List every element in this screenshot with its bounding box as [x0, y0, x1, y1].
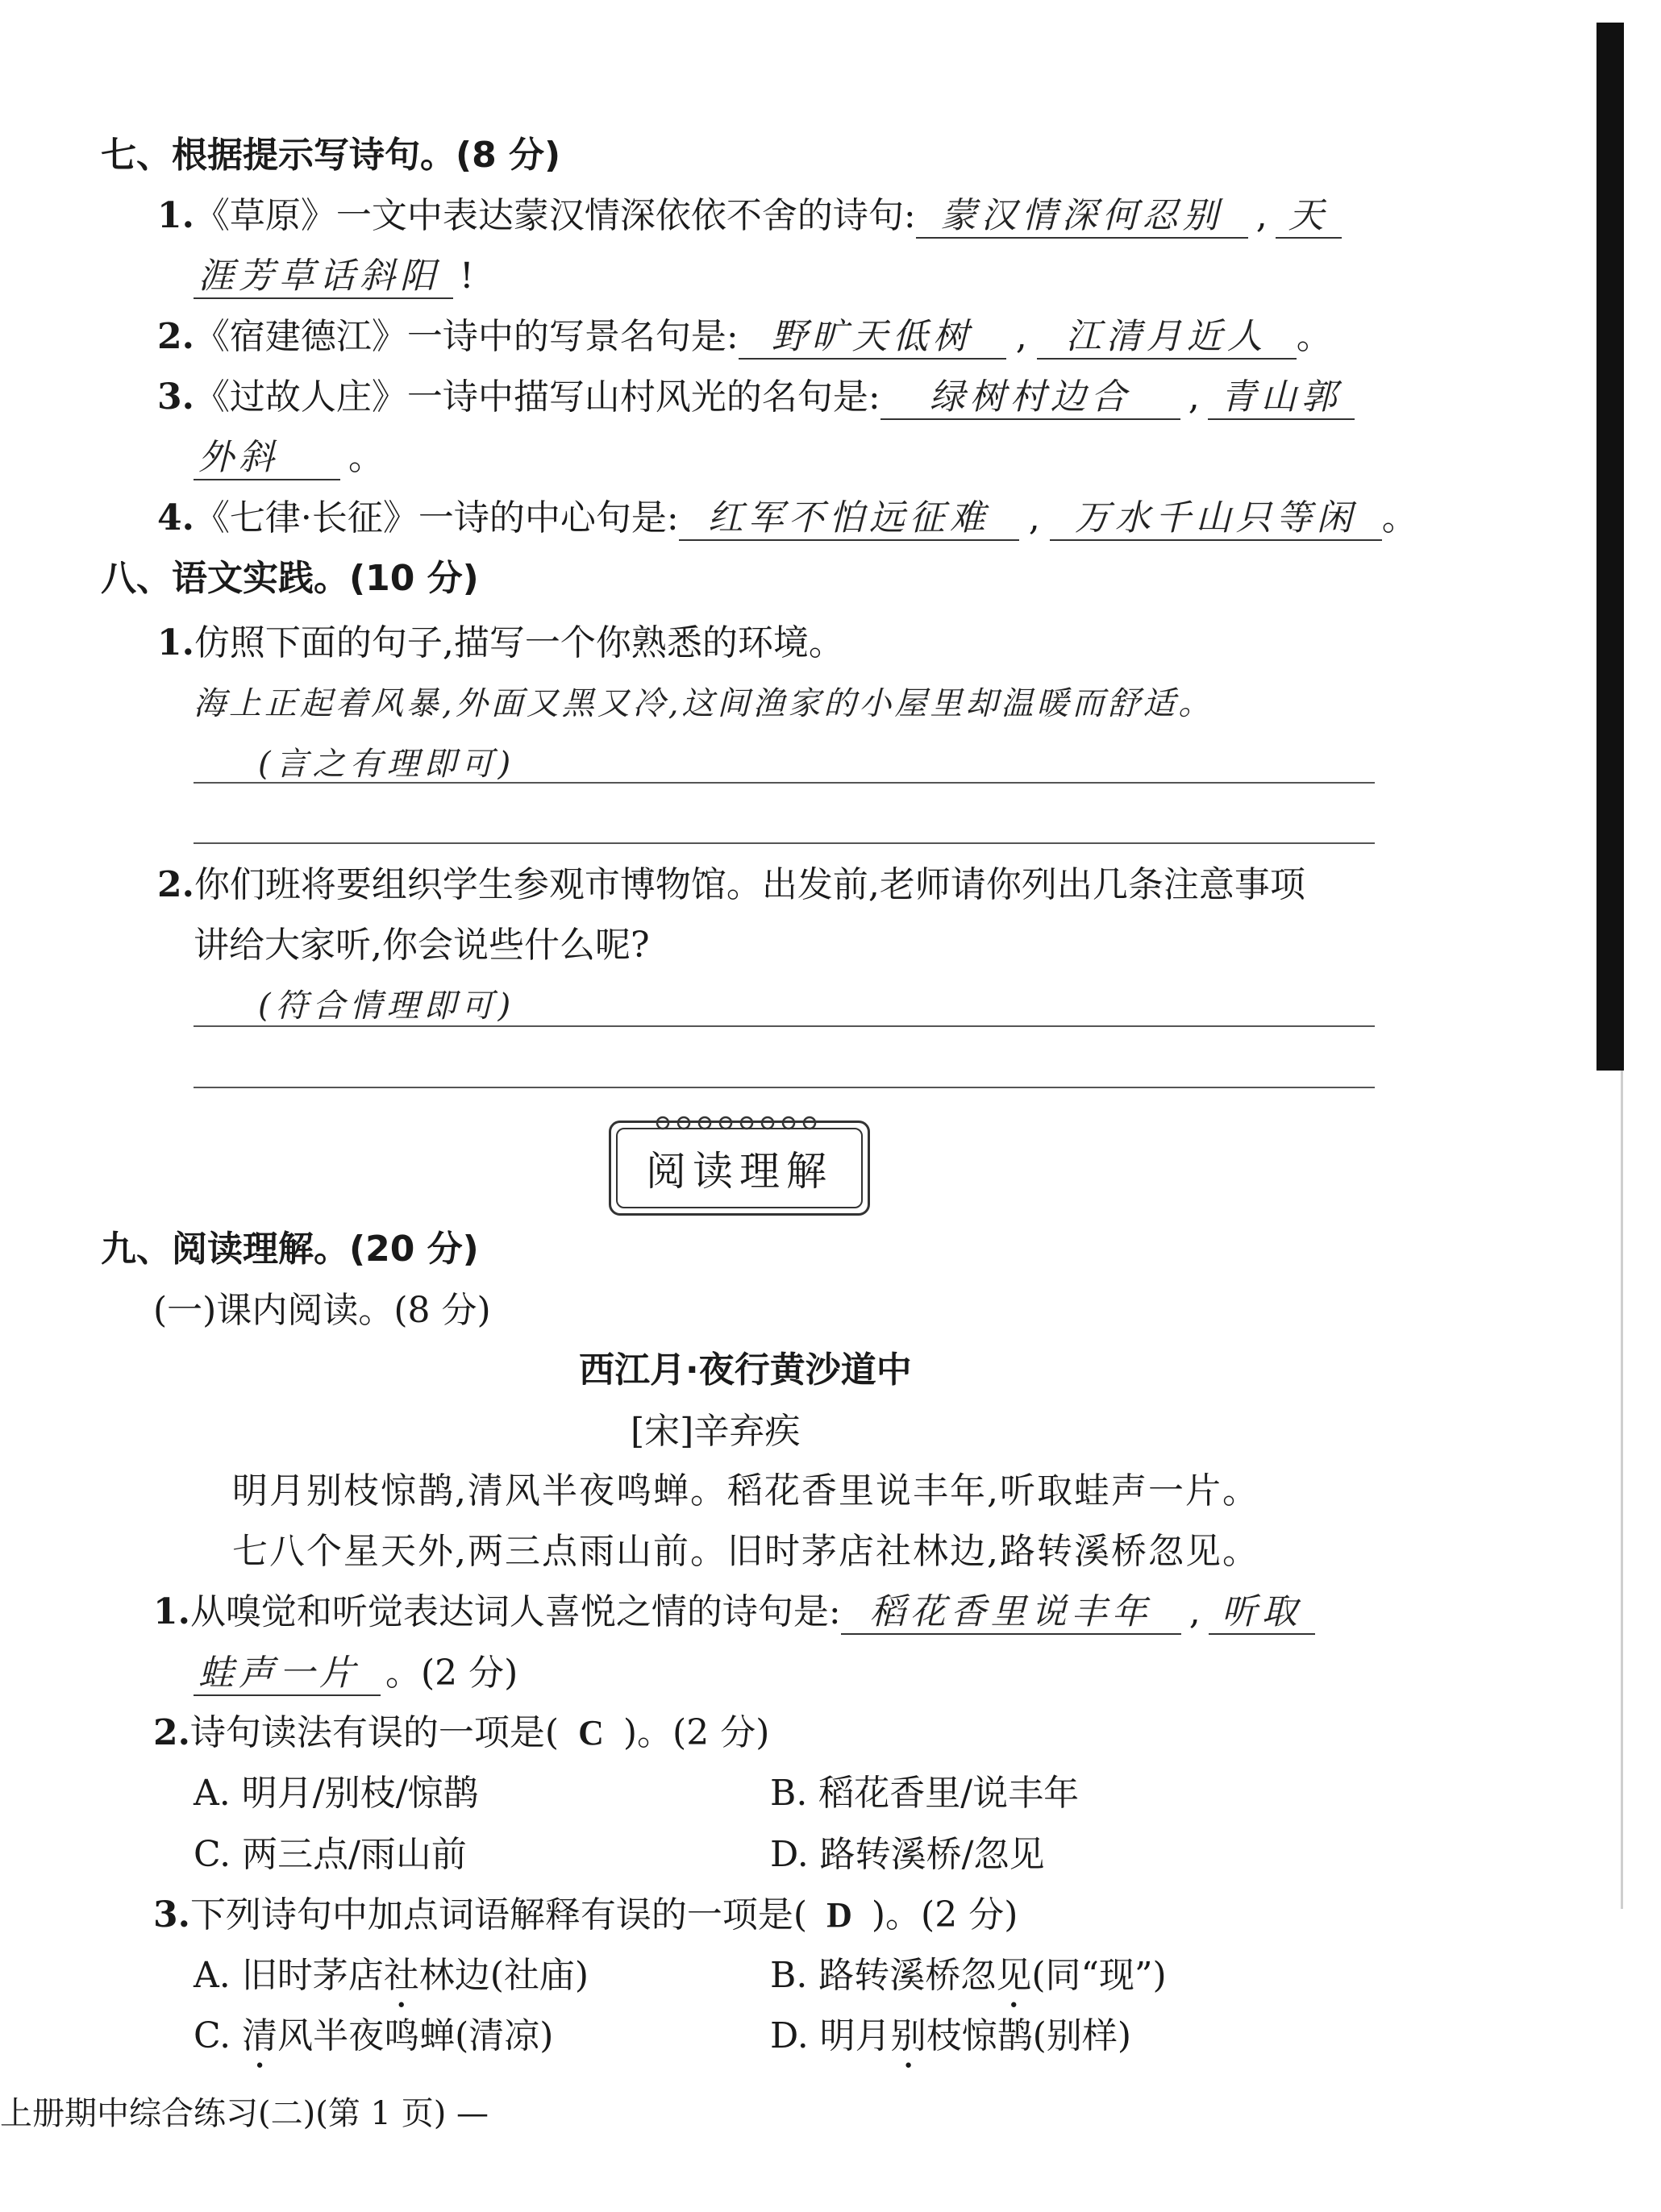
q-number: 1. — [157, 195, 194, 236]
q-number: 3. — [153, 1894, 190, 1936]
answer-line — [194, 1025, 1375, 1027]
option-text: (同“现”) — [1031, 1955, 1167, 1996]
option-text: B. 路转溪桥忽 — [770, 1955, 997, 1996]
answer-line — [194, 782, 1375, 784]
q-score: )。(2 分) — [622, 1712, 770, 1753]
q-text: 《七律·长征》一诗的中心句是: — [194, 497, 679, 538]
s9-q2 — [153, 1711, 769, 1756]
section-9-title: 九、阅读理解。(20 分) — [101, 1229, 479, 1270]
option-text: C. — [194, 2015, 243, 2056]
answer-blank: 外斜 — [194, 435, 340, 480]
s7-q4 — [157, 496, 1417, 541]
option-a: A. 明月/别枝/惊鹊 — [194, 1773, 479, 1814]
s9-q3 — [153, 1893, 1018, 1938]
q-number: 3. — [157, 376, 194, 418]
option-text: 林边(社庙) — [418, 1955, 589, 1996]
s8-q2-answer: (符合情理即可) — [258, 988, 516, 1025]
scan-edge-line — [1621, 1071, 1623, 1909]
answer-blank: 涯芳草话斜阳 — [194, 254, 453, 299]
option-text: 枝惊鹊(别样) — [926, 2015, 1132, 2056]
end-mark: 。 — [1296, 316, 1332, 357]
answer-blank: 万水千山只等闲 — [1050, 496, 1382, 541]
section-7-title: 七、根据提示写诗句。(8 分) — [101, 135, 561, 176]
q-text: 《过故人庄》一诗中描写山村风光的名句是: — [194, 376, 880, 418]
answer-blank: 青山郭 — [1208, 375, 1355, 420]
option-b: B. 稻花香里/说丰年 — [770, 1773, 1080, 1814]
poem-line-1: 明月别枝惊鹊,清风半夜鸣蝉。稻花香里说丰年,听取蛙声一片。 — [232, 1470, 1259, 1511]
answer-line — [194, 1087, 1375, 1088]
scan-edge-bar — [1596, 23, 1624, 1071]
end-mark: 。(2 分) — [385, 1653, 518, 1694]
q-number: 1. — [157, 622, 194, 663]
option-b — [770, 1953, 1167, 2016]
end-mark: 。 — [348, 437, 384, 478]
q-text: 从嗅觉和听觉表达词人喜悦之情的诗句是: — [189, 1591, 841, 1632]
dotted-word: 见 — [996, 1955, 1032, 1996]
s7-q2 — [157, 314, 1332, 360]
page-footer: 上册期中综合练习(二)(第 1 页) — — [0, 2095, 489, 2132]
answer-choice: C — [578, 1713, 604, 1753]
answer-blank: 红军不怕远征难 — [679, 496, 1019, 541]
s7-q1 — [157, 193, 1342, 239]
s8-q1 — [157, 621, 844, 666]
poem-line-2: 七八个星天外,两三点雨山前。旧时茅店社林边,路转溪桥忽见。 — [232, 1531, 1259, 1572]
section-8-title: 八、语文实践。(10 分) — [101, 558, 479, 599]
s7-q1-cont — [194, 254, 474, 299]
option-d: D. 路转溪桥/忽见 — [770, 1834, 1045, 1875]
dotted-word: 清 — [242, 2015, 278, 2056]
option-text: A. 旧时茅店 — [194, 1955, 384, 1996]
q-number: 2. — [153, 1712, 190, 1753]
option-c: C. 两三点/雨山前 — [194, 1834, 467, 1875]
option-text: 风半夜鸣蝉(清凉) — [277, 2015, 554, 2056]
answer-blank: 蒙汉情深何忍别 — [916, 193, 1248, 239]
q-score: )。(2 分) — [871, 1894, 1018, 1936]
q-text: 下列诗句中加点词语解释有误的一项是( — [189, 1894, 808, 1936]
q-text: 《宿建德江》一诗中的写景名句是: — [194, 316, 739, 357]
q-text: 你们班将要组织学生参观市博物馆。出发前,老师请你列出几条注意事项 — [194, 864, 1305, 905]
s8-q1-answer: (言之有理即可) — [258, 746, 516, 783]
q-number: 2. — [157, 864, 194, 905]
s9-q1-cont — [194, 1651, 518, 1696]
option-c — [194, 2014, 553, 2077]
option-d — [770, 2014, 1131, 2077]
q-text: 仿照下面的句子,描写一个你熟悉的环境。 — [194, 622, 844, 663]
q-number: 4. — [157, 497, 194, 538]
banner-label: 阅读理解 — [616, 1128, 863, 1208]
poem-title: 西江月·夜行黄沙道中 — [579, 1349, 912, 1391]
dotted-word: 别 — [890, 2015, 926, 2056]
s7-q3-cont — [194, 435, 384, 480]
q-number: 2. — [157, 316, 194, 357]
option-text: D. 明月 — [770, 2015, 891, 2056]
answer-line — [194, 842, 1375, 844]
s7-q3 — [157, 375, 1355, 420]
q-text: 诗句读法有误的一项是( — [189, 1712, 560, 1753]
dotted-word: 社 — [383, 1955, 419, 1996]
s8-q1-example: 海上正起着风暴,外面又黑又冷,这间渔家的小屋里却温暖而舒适。 — [194, 685, 1214, 722]
answer-blank: 天 — [1276, 193, 1342, 239]
comma: , — [1189, 1591, 1201, 1632]
s9-subsection: (一)课内阅读。(8 分) — [153, 1290, 491, 1331]
section-banner — [609, 1121, 870, 1216]
comma: , — [1255, 195, 1268, 236]
q-number: 1. — [153, 1591, 190, 1632]
end-mark: ! — [460, 256, 474, 297]
comma: , — [1028, 497, 1040, 538]
end-mark: 。 — [1381, 497, 1417, 538]
answer-blank: 稻花香里说丰年 — [841, 1590, 1181, 1635]
comma: , — [1188, 376, 1200, 418]
answer-blank: 江清月近人 — [1037, 314, 1297, 360]
s9-q1 — [153, 1590, 1315, 1635]
answer-blank: 蛙声一片 — [194, 1651, 381, 1696]
answer-blank: 绿树村边合 — [880, 375, 1180, 420]
answer-blank: 听取 — [1209, 1590, 1315, 1635]
answer-blank: 野旷天低树 — [739, 314, 1006, 360]
option-a — [194, 1953, 589, 2016]
s8-q2 — [157, 863, 1305, 908]
answer-choice: D — [826, 1895, 852, 1935]
s8-q2-cont: 讲给大家听,你会说些什么呢? — [194, 925, 650, 966]
comma: , — [1015, 316, 1027, 357]
poem-author: [宋]辛弃疾 — [631, 1411, 801, 1452]
q-text: 《草原》一文中表达蒙汉情深依依不舍的诗句: — [194, 195, 916, 236]
